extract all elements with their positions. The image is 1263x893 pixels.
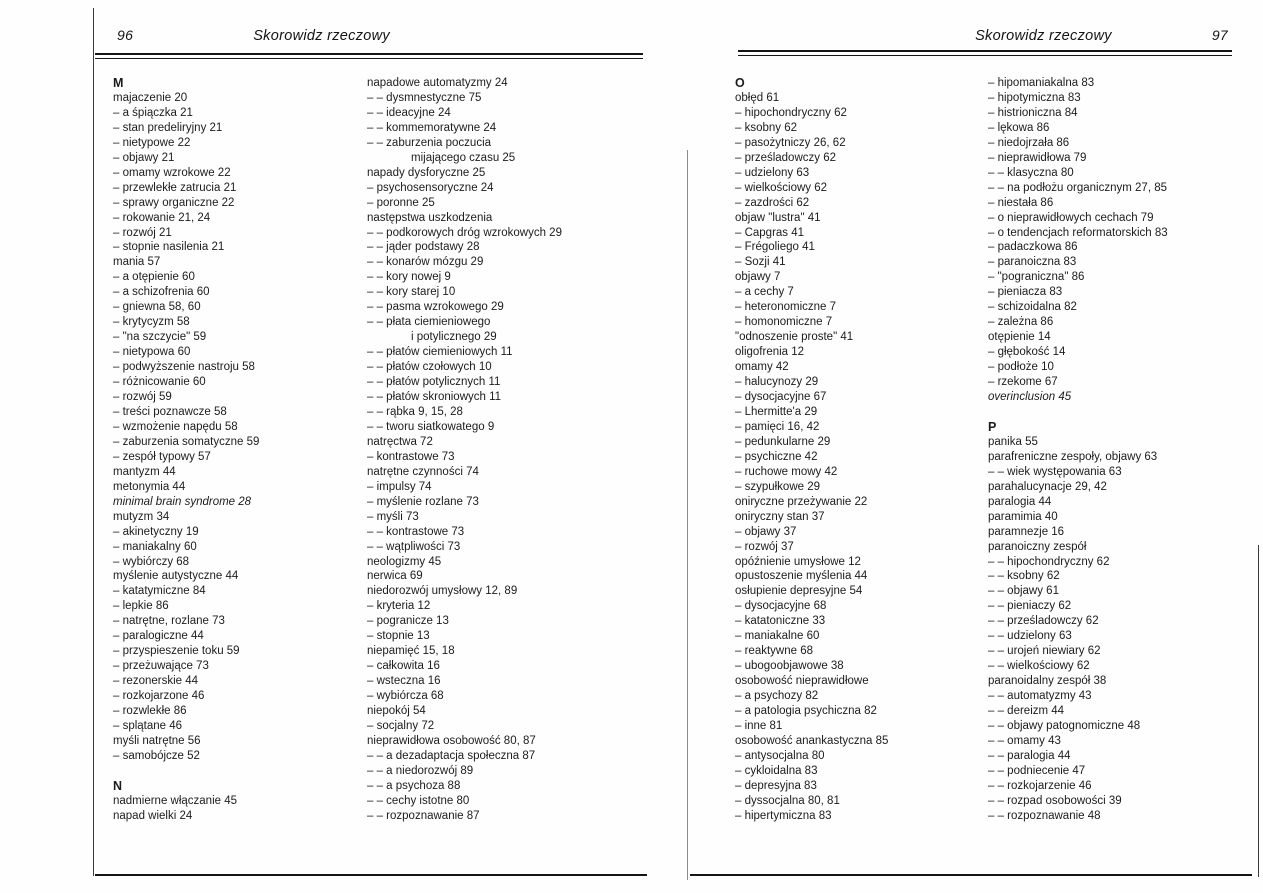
index-entry: – lękowa 86 bbox=[988, 121, 1050, 134]
index-entry: obłęd 61 bbox=[735, 91, 780, 104]
index-entry: myślenie autystyczne 44 bbox=[113, 570, 239, 583]
index-entry: – rozwój 21 bbox=[113, 226, 172, 239]
footer-rule bbox=[690, 874, 1252, 876]
index-entry: – hipomaniakalna 83 bbox=[988, 77, 1095, 89]
index-entry: – – rozpoznawanie 48 bbox=[988, 809, 1101, 822]
index-gap bbox=[113, 764, 365, 779]
index-entry: – omamy wzrokowe 22 bbox=[113, 166, 231, 179]
index-entry: – myślenie rozlane 73 bbox=[367, 495, 479, 508]
index-entry: – – prześladowczy 62 bbox=[988, 615, 1099, 628]
index-entry: minimal brain syndrome 28 bbox=[113, 495, 252, 508]
index-entry: niepokój 54 bbox=[367, 705, 426, 718]
index-entry: mania 57 bbox=[113, 256, 161, 269]
page-97 bbox=[690, 0, 1256, 893]
index-entry: mutyzm 34 bbox=[113, 510, 170, 523]
index-entry: – – dysmnestyczne 75 bbox=[367, 91, 482, 104]
index-entry: overinclusion 45 bbox=[988, 391, 1072, 404]
index-entry: otępienie 14 bbox=[988, 331, 1051, 344]
index-entry: – pieniacza 83 bbox=[988, 286, 1063, 299]
index-entry: opustoszenie myślenia 44 bbox=[735, 570, 868, 583]
index-entry: – – podniecenie 47 bbox=[988, 764, 1086, 777]
index-entry: – – cechy istotne 80 bbox=[367, 794, 470, 807]
index-entry: – "pograniczna" 86 bbox=[988, 271, 1085, 284]
index-entry: – depresyjna 83 bbox=[735, 779, 817, 792]
index-entry: – halucynozy 29 bbox=[735, 376, 819, 389]
footer-rule bbox=[95, 874, 647, 876]
index-entry: – kryteria 12 bbox=[367, 600, 431, 613]
index-entry: – rozwój 59 bbox=[113, 391, 172, 404]
index-entry: – – kory nowej 9 bbox=[367, 271, 451, 284]
index-entry: – wybiórczy 68 bbox=[113, 555, 190, 568]
left-margin-line bbox=[93, 8, 94, 876]
index-entry: – poronne 25 bbox=[367, 196, 435, 209]
index-entry: – natrętne, rozlane 73 bbox=[113, 615, 225, 628]
index-entry: – – wielkościowy 62 bbox=[988, 660, 1090, 673]
index-entry: – – kory starej 10 bbox=[367, 286, 456, 299]
index-entry: objaw "lustra" 41 bbox=[735, 211, 821, 224]
index-entry: natręctwa 72 bbox=[367, 435, 433, 448]
index-entry: – psychosensoryczne 24 bbox=[367, 181, 494, 194]
index-entry: – podwyższenie nastroju 58 bbox=[113, 361, 255, 374]
index-entry: – – podkorowych dróg wzrokowych 29 bbox=[367, 226, 562, 239]
index-section-letter: M bbox=[113, 76, 124, 90]
index-entry: – – a niedorozwój 89 bbox=[367, 764, 474, 777]
index-entry: – – klasyczna 80 bbox=[988, 166, 1074, 179]
index-entry: – o nieprawidłowych cechach 79 bbox=[988, 211, 1154, 224]
index-entry: – katatoniczne 33 bbox=[735, 615, 826, 628]
index-entry: – – płatów czołowych 10 bbox=[367, 361, 492, 374]
running-title: Skorowidz rzeczowy bbox=[253, 28, 390, 44]
index-entry: paranoidalny zespół 38 bbox=[988, 675, 1107, 688]
page-header bbox=[690, 27, 1256, 44]
index-entry: – rozwlekłe 86 bbox=[113, 705, 187, 718]
index-entry: – – tworu siatkowatego 9 bbox=[367, 420, 495, 433]
index-entry: – – urojeń niewiary 62 bbox=[988, 645, 1101, 658]
index-entry: – dyssocjalna 80, 81 bbox=[735, 794, 840, 807]
index-entry: – akinetyczny 19 bbox=[113, 525, 199, 538]
page-number: 97 bbox=[1211, 27, 1228, 43]
page-crease-line bbox=[687, 150, 688, 880]
index-entry: paranoiczny zespół bbox=[988, 540, 1087, 553]
index-entry: – reaktywne 68 bbox=[735, 645, 813, 658]
index-entry: – paralogiczne 44 bbox=[113, 630, 204, 643]
index-entry: – – płatów skroniowych 11 bbox=[367, 391, 502, 404]
index-entry: – pogranicze 13 bbox=[367, 615, 449, 628]
index-entry: metonymia 44 bbox=[113, 480, 186, 493]
index-entry: – padaczkowa 86 bbox=[988, 241, 1078, 254]
index-entry: – – paralogia 44 bbox=[988, 749, 1071, 762]
index-entry: parafreniczne zespoły, objawy 63 bbox=[988, 450, 1158, 463]
right-margin-line bbox=[1258, 545, 1259, 877]
index-entry: – hipertymiczna 83 bbox=[735, 809, 832, 822]
index-entry: – niedojrzała 86 bbox=[988, 136, 1070, 149]
index-entry: oniryczne przeżywanie 22 bbox=[735, 495, 868, 508]
index-entry: – splątane 46 bbox=[113, 719, 183, 732]
index-entry: – głębokość 14 bbox=[988, 346, 1066, 359]
page-96 bbox=[95, 0, 653, 893]
index-entry: – – zaburzenia poczucia bbox=[367, 136, 492, 149]
index-entry: napadowe automatyzmy 24 bbox=[367, 77, 508, 89]
index-entry: niedorozwój umysłowy 12, 89 bbox=[367, 585, 518, 598]
index-entry: – – ideacyjne 24 bbox=[367, 106, 451, 119]
index-entry: – stopnie nasilenia 21 bbox=[113, 241, 225, 254]
index-entry: następstwa uszkodzenia bbox=[367, 211, 493, 224]
index-entry: – impulsy 74 bbox=[367, 480, 432, 493]
index-entry: – maniakalne 60 bbox=[735, 630, 820, 643]
index-entry: – całkowita 16 bbox=[367, 660, 440, 673]
index-entry: opóźnienie umysłowe 12 bbox=[735, 555, 861, 568]
index-entry: – dysocjacyjne 68 bbox=[735, 600, 827, 613]
index-entry: – socjalny 72 bbox=[367, 719, 435, 732]
index-entry: – Capgras 41 bbox=[735, 226, 805, 239]
index-entry: – ruchowe mowy 42 bbox=[735, 465, 838, 478]
index-entry: – gniewna 58, 60 bbox=[113, 301, 201, 314]
index-section-letter: O bbox=[735, 76, 745, 90]
index-entry: – pamięci 16, 42 bbox=[735, 420, 820, 433]
index-entry: – – na podłożu organicznym 27, 85 bbox=[988, 181, 1168, 194]
index-entry: nieprawidłowa osobowość 80, 87 bbox=[367, 734, 536, 747]
index-entry: – prześladowczy 62 bbox=[735, 151, 836, 164]
index-entry: – Sozji 41 bbox=[735, 256, 786, 269]
index-entry: omamy 42 bbox=[735, 361, 789, 374]
index-entry: – – a psychoza 88 bbox=[367, 779, 461, 792]
index-entry: – – pieniaczy 62 bbox=[988, 600, 1072, 613]
index-entry: objawy 7 bbox=[735, 271, 781, 284]
index-entry: – wielkościowy 62 bbox=[735, 181, 828, 194]
index-entry: – a patologia psychiczna 82 bbox=[735, 705, 877, 718]
index-entry: – stopnie 13 bbox=[367, 630, 430, 643]
index-entry: – paranoiczna 83 bbox=[988, 256, 1077, 269]
index-entry: – katatymiczne 84 bbox=[113, 585, 206, 598]
index-entry: myśli natrętne 56 bbox=[113, 734, 201, 747]
page-header bbox=[95, 27, 653, 44]
index-entry: – a otępienie 60 bbox=[113, 271, 195, 284]
index-entry: – rokowanie 21, 24 bbox=[113, 211, 211, 224]
index-entry: – Frégoliego 41 bbox=[735, 241, 815, 254]
index-entry: oniryczny stan 37 bbox=[735, 510, 825, 523]
index-entry: – zaburzenia somatyczne 59 bbox=[113, 435, 260, 448]
index-entry: osobowość nieprawidłowe bbox=[735, 675, 869, 688]
index-entry: – – omamy 43 bbox=[988, 734, 1061, 747]
index-entry: – przewlekłe zatrucia 21 bbox=[113, 181, 237, 194]
index-entry: – – wątpliwości 73 bbox=[367, 540, 461, 553]
index-column bbox=[988, 76, 1252, 824]
index-entry: – nietypowa 60 bbox=[113, 346, 191, 359]
index-entry: napad wielki 24 bbox=[113, 809, 193, 822]
index-entry: – – płatów ciemieniowych 11 bbox=[367, 346, 513, 359]
index-entry: – – a dezadaptacja społeczna 87 bbox=[367, 749, 536, 762]
header-rule bbox=[738, 50, 1232, 56]
index-entry: paralogia 44 bbox=[988, 495, 1052, 508]
index-entry: – – udzielony 63 bbox=[988, 630, 1072, 643]
index-entry: – – kommemoratywne 24 bbox=[367, 121, 497, 134]
index-entry: – zazdrości 62 bbox=[735, 196, 810, 209]
index-entry: – "na szczycie" 59 bbox=[113, 331, 207, 344]
index-entry: osłupienie depresyjne 54 bbox=[735, 585, 863, 598]
index-entry: – wsteczna 16 bbox=[367, 675, 441, 688]
index-entry: – Lhermitte'a 29 bbox=[735, 405, 818, 418]
index-entry: – – rozkojarzenie 46 bbox=[988, 779, 1092, 792]
index-entry: – ubogoobjawowe 38 bbox=[735, 660, 844, 673]
index-entry: – stan predeliryjny 21 bbox=[113, 121, 223, 134]
index-entry: – rozkojarzone 46 bbox=[113, 690, 205, 703]
index-entry: – a cechy 7 bbox=[735, 286, 794, 299]
index-entry: "odnoszenie proste" 41 bbox=[735, 331, 854, 344]
index-entry: – – objawy patognomiczne 48 bbox=[988, 719, 1141, 732]
index-entry: – szypułkowe 29 bbox=[735, 480, 821, 493]
page-number: 96 bbox=[117, 27, 134, 43]
index-entry: – antysocjalna 80 bbox=[735, 749, 825, 762]
index-entry: – – wiek występowania 63 bbox=[988, 465, 1122, 478]
index-entry: – – rozpad osobowości 39 bbox=[988, 794, 1122, 807]
index-entry: – niestała 86 bbox=[988, 196, 1054, 209]
index-entry: – – kontrastowe 73 bbox=[367, 525, 465, 538]
index-entry: – wybiórcza 68 bbox=[367, 690, 444, 703]
index-entry: paramnezje 16 bbox=[988, 525, 1065, 538]
index-entry: – schizoidalna 82 bbox=[988, 301, 1077, 314]
header-rule bbox=[95, 53, 643, 59]
index-entry: – rezonerskie 44 bbox=[113, 675, 199, 688]
index-entry: oligofrenia 12 bbox=[735, 346, 805, 359]
index-entry: – a schizofrenia 60 bbox=[113, 286, 210, 299]
index-entry: – treści poznawcze 58 bbox=[113, 405, 227, 418]
index-gap bbox=[988, 405, 1252, 420]
index-entry: – – płatów potylicznych 11 bbox=[367, 376, 501, 389]
index-entry: – objawy 37 bbox=[735, 525, 797, 538]
index-entry: mantyzm 44 bbox=[113, 465, 176, 478]
index-entry: – histrioniczna 84 bbox=[988, 106, 1078, 119]
index-entry: – a psychozy 82 bbox=[735, 690, 819, 703]
index-entry: – o tendencjach reformatorskich 83 bbox=[988, 226, 1168, 239]
index-entry: niepamięć 15, 18 bbox=[367, 645, 455, 658]
index-entry: – – hipochondryczny 62 bbox=[988, 555, 1110, 568]
index-entry: – inne 81 bbox=[735, 719, 783, 732]
index-entry: – krytycyzm 58 bbox=[113, 316, 190, 329]
index-entry: – hipochondryczny 62 bbox=[735, 106, 847, 119]
index-entry: – – pasma wzrokowego 29 bbox=[367, 301, 504, 314]
index-entry: – zespół typowy 57 bbox=[113, 450, 211, 463]
index-entry: parahalucynacje 29, 42 bbox=[988, 480, 1107, 493]
index-entry: – rozwój 37 bbox=[735, 540, 794, 553]
index-entry: – samobójcze 52 bbox=[113, 749, 200, 762]
index-column bbox=[735, 76, 986, 824]
index-entry: natrętne czynności 74 bbox=[367, 465, 479, 478]
index-section-letter: P bbox=[988, 419, 997, 434]
index-entry: – udzielony 63 bbox=[735, 166, 810, 179]
index-entry: majaczenie 20 bbox=[113, 91, 188, 104]
index-entry: – zależna 86 bbox=[988, 316, 1054, 329]
index-entry: napady dysforyczne 25 bbox=[367, 166, 486, 179]
index-entry: – ksobny 62 bbox=[735, 121, 798, 134]
index-entry: – hipotymiczna 83 bbox=[988, 91, 1081, 104]
index-entry: – podłoże 10 bbox=[988, 361, 1054, 374]
index-entry: – heteronomiczne 7 bbox=[735, 301, 837, 314]
index-entry: – objawy 21 bbox=[113, 151, 175, 164]
index-entry: – – rąbka 9, 15, 28 bbox=[367, 405, 463, 418]
index-column bbox=[113, 76, 365, 824]
index-entry: – – automatyzmy 43 bbox=[988, 690, 1092, 703]
index-entry: – pasożytniczy 26, 62 bbox=[735, 136, 846, 149]
index-entry: – cykloidalna 83 bbox=[735, 764, 818, 777]
index-entry: – rzekome 67 bbox=[988, 376, 1058, 389]
index-entry: – sprawy organiczne 22 bbox=[113, 196, 235, 209]
index-entry: – różnicowanie 60 bbox=[113, 376, 206, 389]
index-entry: – – objawy 61 bbox=[988, 585, 1059, 598]
index-entry: – kontrastowe 73 bbox=[367, 450, 455, 463]
index-entry: – nieprawidłowa 79 bbox=[988, 151, 1087, 164]
index-entry: – pedunkularne 29 bbox=[735, 435, 831, 448]
index-entry: – przeżuwające 73 bbox=[113, 660, 209, 673]
index-entry: i potylicznego 29 bbox=[411, 331, 497, 344]
index-section-letter: N bbox=[113, 778, 123, 793]
index-entry: – maniakalny 60 bbox=[113, 540, 197, 553]
index-entry: – – jąder podstawy 28 bbox=[367, 241, 480, 254]
index-entry: – dysocjacyjne 67 bbox=[735, 391, 827, 404]
index-entry: – homonomiczne 7 bbox=[735, 316, 833, 329]
index-entry: mijającego czasu 25 bbox=[411, 151, 516, 164]
index-entry: – a śpiączka 21 bbox=[113, 106, 193, 119]
index-entry: – – ksobny 62 bbox=[988, 570, 1060, 583]
index-entry: – nietypowe 22 bbox=[113, 136, 191, 149]
running-title: Skorowidz rzeczowy bbox=[975, 28, 1112, 44]
index-entry: – lepkie 86 bbox=[113, 600, 169, 613]
index-entry: – – płata ciemieniowego bbox=[367, 316, 491, 329]
index-entry: – – konarów mózgu 29 bbox=[367, 256, 484, 269]
index-entry: panika 55 bbox=[988, 435, 1038, 448]
index-entry: nerwica 69 bbox=[367, 570, 423, 583]
index-entry: nadmierne włączanie 45 bbox=[113, 794, 238, 807]
index-entry: paramimia 40 bbox=[988, 510, 1058, 523]
index-entry: – wzmożenie napędu 58 bbox=[113, 420, 238, 433]
index-entry: – przyspieszenie toku 59 bbox=[113, 645, 240, 658]
index-entry: – – dereizm 44 bbox=[988, 705, 1065, 718]
index-entry: neologizmy 45 bbox=[367, 555, 442, 568]
index-column bbox=[367, 76, 653, 824]
index-entry: osobowość anankastyczna 85 bbox=[735, 734, 889, 747]
index-entry: – myśli 73 bbox=[367, 510, 419, 523]
index-entry: – – rozpoznawanie 87 bbox=[367, 809, 480, 822]
index-entry: – psychiczne 42 bbox=[735, 450, 818, 463]
